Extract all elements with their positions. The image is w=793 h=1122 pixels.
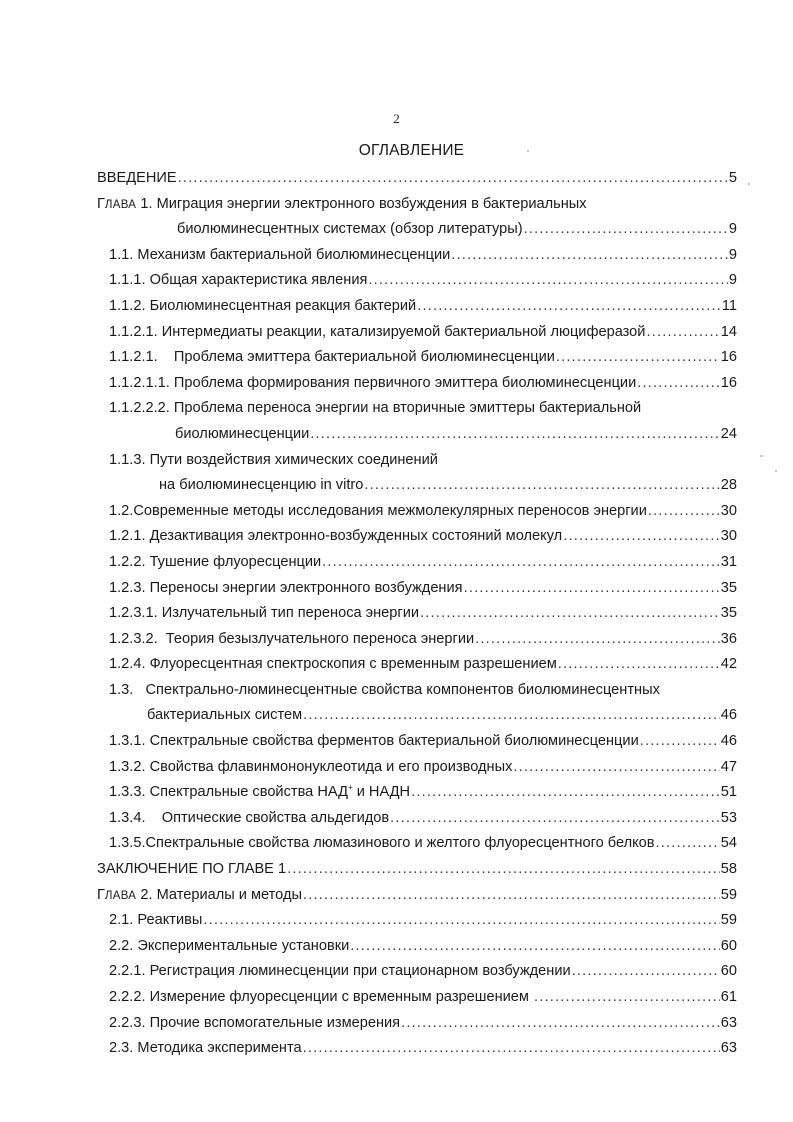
toc-entry-label — [109, 524, 562, 550]
toc-entry — [97, 1036, 737, 1062]
toc-entry-label — [109, 320, 645, 346]
toc-entry-line — [109, 806, 737, 832]
toc-entry-line — [109, 243, 737, 269]
dot-leader — [310, 422, 719, 448]
toc-entry-label — [109, 959, 571, 985]
toc-entry-label — [109, 1036, 302, 1062]
toc-entry-label — [109, 243, 450, 269]
toc-entry-text: 1.2.4. Флуоресцентная спектроскопия с временным разрешением — [109, 656, 557, 673]
toc-page-number: 9 — [728, 221, 737, 238]
toc-entry-line — [109, 678, 737, 704]
dot-leader — [420, 601, 720, 627]
toc-entry-text: 1.2.3.2. Теория безызлучательного переноса энергии — [109, 630, 475, 647]
toc-page-number: 11 — [721, 297, 737, 314]
toc-entry-line — [109, 345, 737, 371]
scan-speck — [748, 183, 750, 185]
dot-leader — [563, 524, 720, 550]
toc-entry-text: 1. Миграция энергии электронного возбуждения в бактериальных — [136, 195, 587, 212]
toc-entry-line — [97, 857, 737, 883]
toc-entry-line — [109, 1036, 737, 1062]
toc-entry-text: 1.1.1. Общая характеристика явления — [109, 272, 368, 289]
toc-entry-label — [109, 576, 463, 602]
toc-entry-text: 1.2.3. Переносы энергии электронного возбуждения — [109, 579, 463, 596]
toc-page-number: 35 — [720, 579, 737, 596]
toc-entry-label — [109, 448, 438, 474]
toc-entry-text: биолюминесцентных системах (обзор литературы) — [177, 221, 523, 238]
toc-page-number: 31 — [720, 553, 737, 570]
toc-entry-label — [109, 1011, 400, 1037]
toc-entry — [97, 985, 737, 1011]
toc-page-number: 14 — [720, 323, 737, 340]
toc-page-number: 63 — [720, 1040, 737, 1057]
toc-entry — [97, 217, 737, 243]
scan-speck — [775, 470, 777, 472]
dot-leader — [572, 959, 720, 985]
toc-entry-line — [109, 396, 737, 422]
toc-page-number: 59 — [720, 912, 737, 929]
toc-entry-label — [109, 550, 321, 576]
toc-entry-line — [109, 294, 737, 320]
toc-entry-line — [109, 985, 737, 1011]
toc-entry-text: 1.1.2.2.2. Проблема переноса энергии на вторичные эмиттеры бактериальной — [109, 400, 642, 417]
toc-entry — [97, 959, 737, 985]
toc-entry — [97, 780, 737, 806]
dot-leader — [451, 243, 728, 269]
toc-entry-line — [109, 831, 737, 857]
toc-entry — [97, 268, 737, 294]
toc-entry-text-after: и НАДН — [352, 784, 411, 801]
toc-entry-text: 1.3.4. Оптические свойства альдегидов — [109, 809, 390, 826]
toc-entry — [97, 371, 737, 397]
toc-entry — [97, 243, 737, 269]
toc-entry-text: бактериальных систем — [147, 707, 303, 724]
toc-entry-text: 1.1.2.1. Проблема эмиттера бактериальной биолюминесценции — [109, 349, 555, 366]
toc-page-number: 60 — [720, 963, 737, 980]
toc-entry-text: 1.1. Механизм бактериальной биолюминесценции — [109, 246, 451, 263]
toc-entry — [97, 806, 737, 832]
dot-leader — [390, 806, 720, 832]
toc-page-number: 46 — [720, 707, 737, 724]
toc-entry-line — [109, 627, 737, 653]
toc-page-number: 46 — [720, 733, 737, 750]
toc-entry-text: 2.2.1. Регистрация люминесценции при стационарном возбуждении — [109, 963, 571, 980]
toc-entry — [97, 627, 737, 653]
toc-entry-text: 1.3.5.Спектральные свойства люмазинового и желтого флуоресцентного белков — [109, 835, 655, 852]
toc-entry-line — [147, 703, 737, 729]
toc-entry — [97, 524, 737, 550]
toc-entry-text: биолюминесценции — [175, 425, 310, 442]
toc-page-number: 47 — [720, 758, 737, 775]
toc-entry-line — [109, 1011, 737, 1037]
dot-leader — [556, 345, 720, 371]
toc-entry-text: 1.2.3.1. Излучательный тип переноса энергии — [109, 605, 420, 622]
toc-entry — [97, 934, 737, 960]
toc-page-number: 9 — [728, 272, 737, 289]
dot-leader — [303, 883, 720, 909]
toc-entry-line — [109, 959, 737, 985]
dot-leader — [203, 908, 719, 934]
dot-leader — [648, 499, 720, 525]
page-number: 2 — [393, 111, 400, 126]
chapter-prefix-rest: ЛАВА — [104, 889, 137, 902]
toc-entry-text: 2.2. Экспериментальные установки — [109, 937, 350, 954]
toc-entry — [97, 755, 737, 781]
toc-entry-text: 1.3. Спектрально-люминесцентные свойства компонентов биолюминесцентных — [109, 681, 660, 698]
toc-entry-label — [109, 294, 416, 320]
toc-entry — [97, 652, 737, 678]
superscript: + — [347, 783, 353, 793]
dot-leader — [303, 703, 720, 729]
toc-entry-text: ЗАКЛЮЧЕНИЕ ПО ГЛАВЕ 1 — [97, 861, 287, 878]
dot-leader — [513, 755, 719, 781]
toc-page-number: 30 — [720, 502, 737, 519]
toc-entry-text: 2.2.3. Прочие вспомогательные измерения — [109, 1014, 401, 1031]
toc-entry-line — [109, 499, 737, 525]
toc-entry-line — [97, 883, 737, 910]
toc-entry-line — [109, 320, 737, 346]
scan-speck — [527, 150, 529, 152]
toc-entry-text: 1.2.2. Тушение флуоресценции — [109, 553, 322, 570]
toc-entry-line — [97, 166, 737, 192]
toc-entry-label — [109, 729, 639, 755]
toc-page-number: 5 — [728, 170, 737, 186]
toc-entry-label — [109, 908, 202, 934]
toc-entry-line — [109, 934, 737, 960]
page-title: ОГЛАВЛЕНИЕ — [358, 142, 465, 159]
toc-page-number: 28 — [720, 477, 737, 494]
toc-entry — [97, 857, 737, 883]
dot-leader — [364, 473, 719, 499]
toc-entry-text: 1.1.2. Биолюминесцентная реакция бактерий — [109, 297, 417, 314]
toc-page-number: 42 — [720, 656, 737, 673]
toc-page-number: 60 — [720, 937, 737, 954]
toc-entry-label — [109, 678, 660, 704]
toc-entry-line — [109, 729, 737, 755]
toc-entry — [97, 1011, 737, 1037]
toc-entry — [97, 473, 737, 499]
toc-entry-text: 2.3. Методика эксперимента — [109, 1040, 302, 1057]
dot-leader — [350, 934, 720, 960]
toc-entry-line — [109, 908, 737, 934]
toc-entry-text: 2.2.2. Измерение флуоресценции с временным разрешением — [109, 989, 533, 1005]
toc-entry-line — [109, 576, 737, 602]
toc-entry-label — [109, 601, 419, 627]
chapter-prefix-rest: ЛАВА — [104, 198, 137, 211]
dot-leader — [637, 371, 720, 397]
dot-leader — [646, 320, 719, 346]
toc-entry — [97, 883, 737, 909]
toc-entry — [97, 320, 737, 346]
toc-entry — [97, 396, 737, 422]
toc-entry-label — [109, 268, 367, 294]
dot-leader — [464, 576, 720, 602]
scan-speck — [760, 455, 763, 457]
toc-page-number: 36 — [720, 630, 737, 647]
toc-entry-line — [109, 371, 737, 397]
toc-entry — [97, 703, 737, 729]
toc-entry — [97, 422, 737, 448]
chapter-prefix-first: Г — [97, 886, 105, 903]
toc-page-number: 53 — [720, 809, 737, 826]
toc-page-number: 16 — [720, 374, 737, 391]
toc-entry-label — [109, 831, 655, 857]
toc-entry-label — [109, 627, 474, 653]
toc-page-number: 30 — [720, 528, 737, 545]
toc-entry-label — [177, 217, 523, 243]
toc-entry-label — [147, 703, 302, 729]
toc-page-number: 58 — [720, 861, 737, 878]
dot-leader — [401, 1011, 720, 1037]
toc-entry — [97, 294, 737, 320]
toc-entry — [97, 831, 737, 857]
dot-leader — [303, 1036, 720, 1062]
toc-entry — [97, 729, 737, 755]
toc-entry-label — [175, 422, 309, 448]
dot-leader — [417, 294, 721, 320]
toc-entry-line — [109, 550, 737, 576]
toc-page-number: 61 — [720, 989, 737, 1005]
toc-entry — [97, 601, 737, 627]
toc-entry-label — [109, 652, 557, 678]
dot-leader — [524, 217, 728, 243]
toc-page-number: 63 — [720, 1014, 737, 1031]
toc-entry-label — [109, 934, 349, 960]
toc-entry-label — [109, 396, 641, 422]
toc-entry-line — [159, 473, 737, 499]
toc-entry-line — [109, 652, 737, 678]
table-of-contents — [97, 166, 737, 1062]
dot-leader — [475, 627, 720, 653]
toc-entry-line — [177, 217, 737, 243]
toc-page-number: 54 — [720, 835, 737, 852]
toc-entry-line — [109, 755, 737, 781]
toc-entry — [97, 550, 737, 576]
toc-entry — [97, 345, 737, 371]
toc-entry-line — [97, 192, 737, 219]
toc-entry — [97, 678, 737, 704]
dot-leader — [640, 729, 720, 755]
chapter-prefix-first: Г — [97, 195, 105, 212]
toc-entry-text: 2.1. Реактивы — [109, 912, 203, 929]
toc-entry-text: 1.3.2. Свойства флавинмононуклеотида и его производных — [109, 758, 513, 775]
toc-page-number: 16 — [720, 349, 737, 366]
toc-entry-label — [109, 985, 533, 1011]
toc-page-number: 35 — [720, 605, 737, 622]
dot-leader — [411, 780, 720, 806]
toc-entry-line — [175, 422, 737, 448]
toc-entry-text: 1.2.1. Дезактивация электронно-возбужденных состояний молекул — [109, 528, 563, 545]
toc-entry-text: 1.1.2.1.1. Проблема формирования первичного эмиттера биолюминесценции — [109, 374, 637, 391]
dot-leader — [178, 166, 728, 192]
toc-entry-label — [97, 192, 587, 219]
toc-page-number: 9 — [728, 246, 737, 263]
toc-entry-label — [97, 166, 177, 192]
toc-entry — [97, 192, 737, 218]
toc-entry-label — [109, 499, 647, 525]
toc-entry — [97, 576, 737, 602]
toc-entry-text: 2. Материалы и методы — [136, 886, 302, 903]
dot-leader — [322, 550, 720, 576]
dot-leader — [558, 652, 720, 678]
toc-entry — [97, 908, 737, 934]
toc-entry — [97, 499, 737, 525]
toc-entry-label — [109, 345, 555, 371]
toc-entry-label — [159, 473, 363, 499]
toc-entry-text: 1.1.3. Пути воздействия химических соединений — [109, 451, 438, 468]
toc-entry-label — [97, 883, 302, 910]
toc-entry — [97, 166, 737, 192]
toc-entry-line — [109, 448, 737, 474]
dot-leader — [287, 857, 720, 883]
toc-entry-line — [109, 524, 737, 550]
toc-entry-line — [109, 780, 737, 806]
dot-leader — [656, 831, 720, 857]
toc-entry-text: ВВЕДЕНИЕ — [97, 170, 177, 186]
toc-entry-text: 1.3.3. Спектральные свойства НАД — [109, 784, 348, 801]
toc-entry-text: 1.1.2.1. Интермедиаты реакции, катализируемой бактериальной люциферазой — [109, 323, 646, 340]
toc-entry-label — [109, 780, 410, 806]
dot-leader — [534, 985, 720, 1011]
toc-entry-line — [109, 601, 737, 627]
toc-page-number: 59 — [720, 886, 737, 903]
toc-page-number: 51 — [720, 784, 737, 801]
toc-entry-text: 1.3.1. Спектральные свойства ферментов бактериальной биолюминесценции — [109, 733, 639, 750]
toc-entry-label — [97, 857, 286, 883]
toc-entry-line — [109, 268, 737, 294]
toc-entry-label — [109, 806, 389, 832]
toc-entry-label — [109, 371, 636, 397]
toc-entry — [97, 448, 737, 474]
toc-entry-text: на биолюминесценцию in vitro — [159, 477, 364, 494]
dot-leader — [368, 268, 728, 294]
toc-entry-label — [109, 755, 512, 781]
toc-entry-text: 1.2.Современные методы исследования межмолекулярных переносов энергии — [109, 502, 647, 519]
toc-page-number: 24 — [720, 425, 737, 442]
